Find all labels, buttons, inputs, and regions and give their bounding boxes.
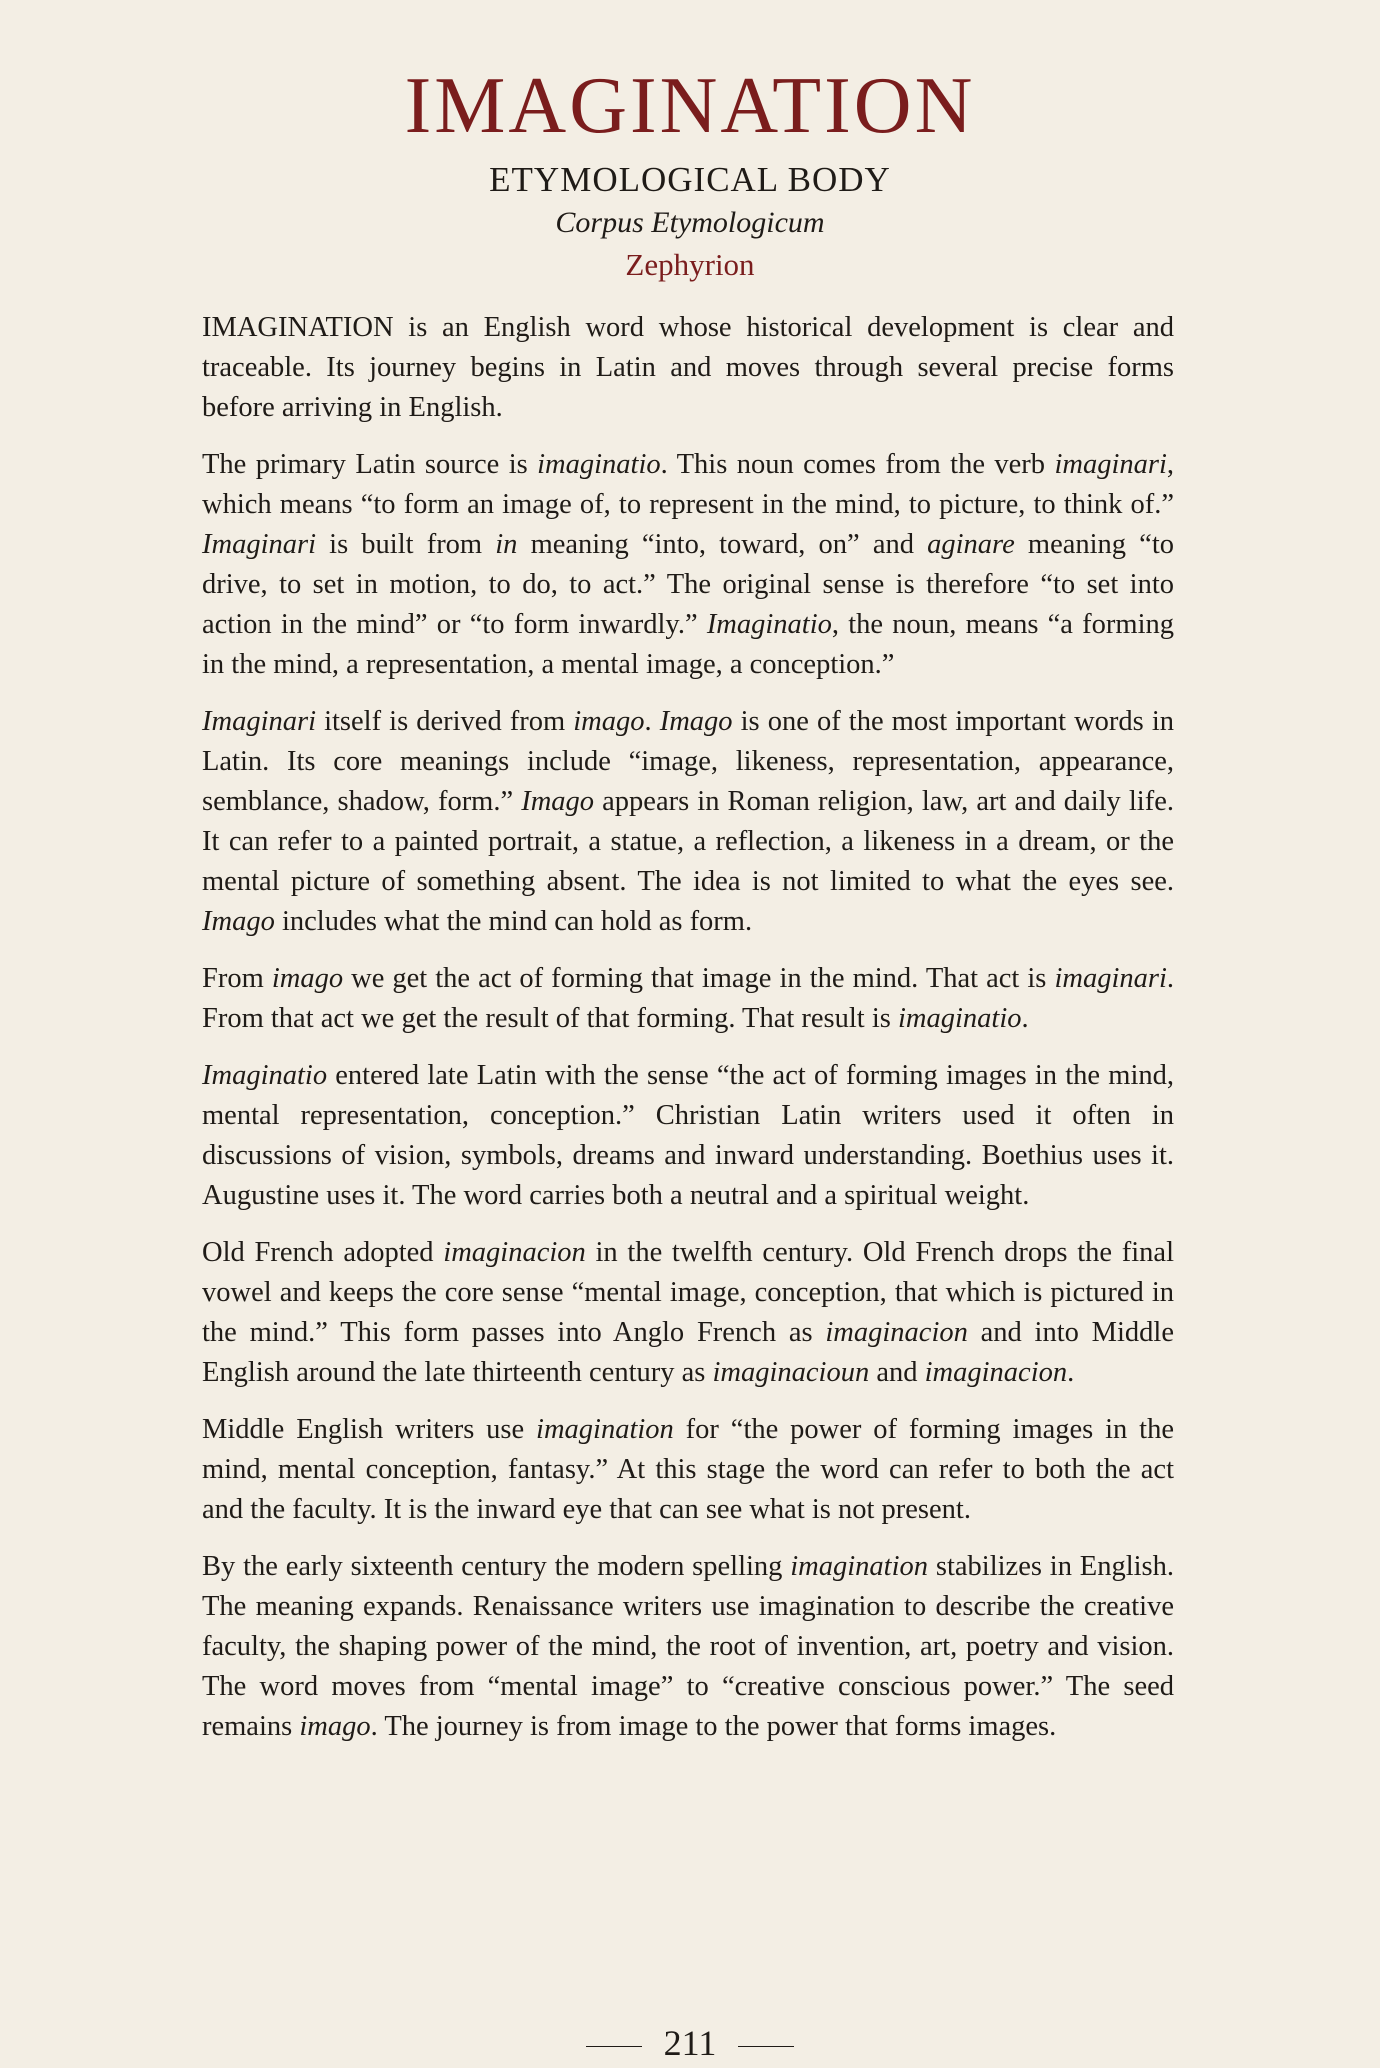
paragraph: The primary Latin source is imaginatio. This noun comes from the verb imaginari, which means “to form an image of, to represent in the mind, to picture, to think of.” Imaginari is built from in meaning “into, toward, on” and aginare meaning “to drive, to set in motion, to do, to act.” The original sense is therefore “to set into action in the mind” or “to form inwardly.” Imaginatio, the noun, means “a forming in the mind, a representation, a mental image, a conception.” [202,449,1174,680]
paragraph: Imaginari itself is derived from imago. Imago is one of the most important words in Latin. Its core meanings include “image, likeness, representation, appearance, semblance, shadow, form.” Imago appears in Roman religion, law, art and daily life. It can refer to a painted portrait, a statue, a reflection, a likeness in a dream, or the mental picture of something absent. The idea is not limited to what the eyes see. Imago includes what the mind can hold as form. [202,706,1175,937]
italic-term: in [495,529,518,560]
footer-rule-left [586,2046,642,2047]
italic-term: Imago [202,906,275,937]
italic-term: imaginacion [825,1317,968,1348]
latin-subtitle: Corpus Etymologicum [555,206,825,239]
page-number: 211 [663,2023,717,2063]
page-title: IMAGINATION [404,62,976,150]
italic-term: Imago [659,706,733,737]
italic-term: imaginacion [924,1357,1068,1388]
italic-term: imaginatio [537,449,661,480]
italic-term: Imaginari [202,706,316,737]
italic-term: imago [271,963,344,994]
page-footer [0,2021,1380,2065]
footer-rule-right [738,2046,794,2047]
header [0,58,1380,286]
body-text [202,308,1174,1764]
italic-term: aginare [927,529,1015,560]
italic-term: imaginacioun [712,1357,870,1388]
paragraph: From imago we get the act of forming that image in the mind. That act is imaginari. From that act we get the result of that forming. That result is imaginatio. [202,963,1174,1034]
italic-term: Imaginatio [706,609,832,640]
italic-term: Imaginatio [202,1060,328,1091]
paragraph: By the early sixteenth century the modern spelling imagination stabilizes in English. The meaning expands. Renaissance writers use imagination to describe the creative faculty, the shaping power of the mind, the root of invention, art, poetry and vision. The word moves from “mental image” to “creative conscious power.” The seed remains imago. The journey is from image to the power that forms images. [202,1551,1174,1742]
paragraph: IMAGINATION is an English word whose historical development is clear and traceable. Its journey begins in Latin and moves through several precise forms before arriving in English. [202,312,1174,423]
italic-term: imago [299,1711,371,1742]
author-name: Zephyrion [625,247,755,282]
italic-term: imaginacion [443,1237,586,1268]
paragraph: Middle English writers use imagination for “the power of forming images in the mind, mental conception, fantasy.” At this stage the word can refer to both the act and the faculty. It is the inward eye that can see what is not present. [202,1414,1174,1525]
page-subtitle: ETYMOLOGICAL BODY [489,160,891,199]
paragraph: Imaginatio entered late Latin with the sense “the act of forming images in the mind, mental representation, conception.” Christian Latin writers used it often in discussions of vision, symbols, dreams and inward understanding. Boethius uses it. Augustine uses it. The word carries both a neutral and a spiritual weight. [202,1060,1174,1211]
italic-term: imagination [790,1551,929,1582]
italic-term: imagination [536,1414,674,1445]
italic-term: imaginari [1054,449,1167,480]
italic-term: imaginatio [897,1003,1022,1034]
paragraph: Old French adopted imaginacion in the twelfth century. Old French drops the final vowel and keeps the core sense “mental image, conception, that which is pictured in the mind.” This form passes into Anglo French as imaginacion and into Middle English around the late thirteenth century as imaginacioun and imaginacion. [202,1237,1174,1388]
italic-term: Imago [521,786,595,817]
italic-term: imago [573,706,645,737]
italic-term: imaginari [1054,963,1167,994]
italic-term: Imaginari [202,529,316,560]
